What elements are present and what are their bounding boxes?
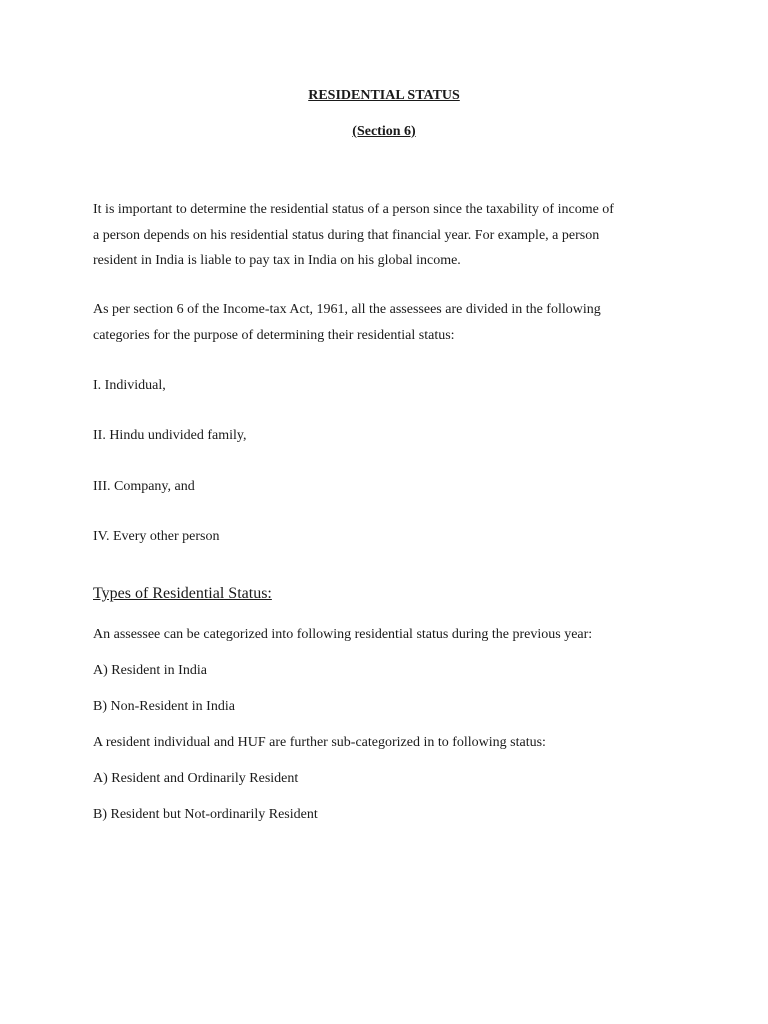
sub-intro: A resident individual and HUF are further sub-categorized in to following status:: [93, 735, 546, 750]
section-line: As per section 6 of the Income-tax Act, 1961, all the assessees are divided in the following: [93, 302, 601, 317]
status-item: B) Non-Resident in India: [93, 699, 235, 714]
category-item: II. Hindu undivided family,: [93, 428, 247, 443]
document-title: RESIDENTIAL STATUS: [308, 88, 460, 103]
category-item: I. Individual,: [93, 378, 166, 393]
intro-line: resident in India is liable to pay tax in India on his global income.: [93, 253, 461, 268]
category-item: IV. Every other person: [93, 529, 220, 544]
sub-status-item: B) Resident but Not-ordinarily Resident: [93, 807, 318, 822]
sub-status-item: A) Resident and Ordinarily Resident: [93, 771, 299, 786]
intro-paragraph: [93, 197, 683, 274]
intro-line: a person depends on his residential status during that financial year. For example, a person: [93, 227, 600, 243]
intro-line: It is important to determine the residential status of a person since the taxability of income of: [93, 202, 614, 217]
types-intro: An assessee can be categorized into following residential status during the previous year:: [93, 627, 593, 642]
section-line: categories for the purpose of determining their residential status:: [93, 327, 455, 343]
category-item: III. Company, and: [93, 479, 195, 494]
types-heading: Types of Residential Status:: [93, 585, 272, 602]
section-paragraph: [93, 297, 683, 348]
status-item: A) Resident in India: [93, 663, 207, 678]
document-subtitle: (Section 6): [352, 124, 416, 139]
